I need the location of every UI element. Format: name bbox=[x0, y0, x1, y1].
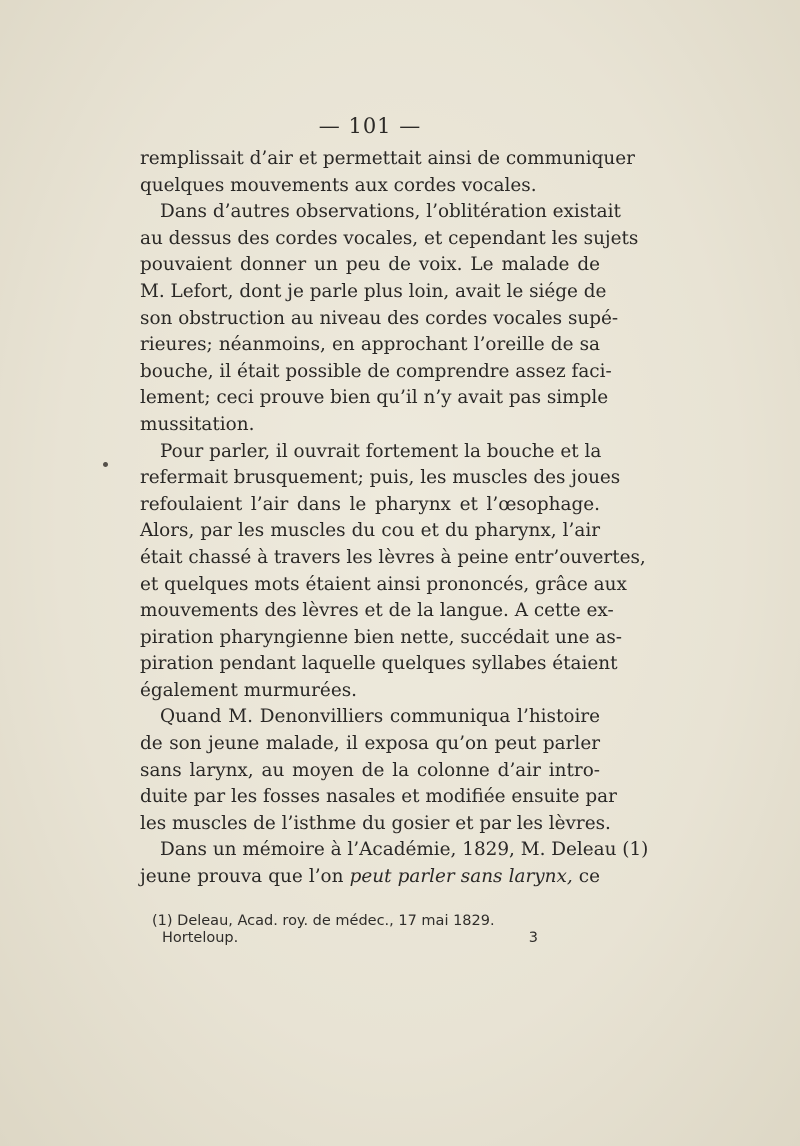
text-line: Quand M. Denonvilliers communiqua l’histoire bbox=[160, 706, 600, 728]
text-line: Alors, par les muscles du cou et du pharynx, l’air bbox=[140, 520, 600, 542]
final-line-end: ce bbox=[572, 866, 600, 888]
signature-mark: 3 bbox=[528, 930, 538, 946]
text-line: duite par les fosses nasales et modifiée ensuite par bbox=[140, 786, 617, 808]
text-line: rieures; néanmoins, en approchant l’oreille de sa bbox=[140, 334, 600, 356]
text-line: au dessus des cordes vocales, et cependant les sujets bbox=[140, 227, 639, 249]
printer-author: Horteloup. bbox=[162, 930, 239, 946]
footnote-bottom-row bbox=[152, 930, 538, 947]
text-line: piration pendant laquelle quelques syllabes étaient bbox=[140, 653, 618, 675]
text-line: mussitation. bbox=[140, 413, 255, 435]
text-line: les muscles de l’isthme du gosier et par les lèvres. bbox=[140, 812, 611, 834]
text-line: M. Lefort, dont je parle plus loin, avait le siége de bbox=[140, 280, 607, 302]
text-line: refermait brusquement; puis, les muscles des joues bbox=[140, 467, 621, 489]
text-line: refoulaient l’air dans le pharynx et l’œsophage. bbox=[140, 493, 600, 515]
text-line: Dans un mémoire à l’Académie, 1829, M. Deleau (1) bbox=[160, 839, 649, 861]
text-line: piration pharyngienne bien nette, succédait une as- bbox=[140, 626, 622, 648]
text-line: sans larynx, au moyen de la colonne d’air intro- bbox=[140, 759, 600, 781]
text-line: était chassé à travers les lèvres à peine entr’ouvertes, bbox=[140, 546, 646, 568]
text-line: remplissait d’air et permettait ainsi de communiquer bbox=[140, 148, 635, 169]
footnote-block bbox=[152, 913, 538, 947]
text-line: quelques mouvements aux cordes vocales. bbox=[140, 174, 537, 196]
text-line: pouvaient donner un peu de voix. Le malade de bbox=[140, 254, 600, 276]
text-line: mouvements des lèvres et de la langue. A cette ex- bbox=[140, 600, 614, 622]
page-number-header: — 101 — bbox=[318, 114, 422, 138]
text-line: de son jeune malade, il exposa qu’on peut parler bbox=[140, 733, 600, 755]
final-line-start: jeune prouva que l’on bbox=[140, 866, 350, 888]
body-text bbox=[140, 146, 649, 891]
text-line: bouche, il était possible de comprendre assez faci- bbox=[140, 360, 612, 382]
text-line-final bbox=[140, 864, 600, 891]
italic-phrase: peut parler sans larynx, bbox=[349, 866, 573, 888]
text-line: et quelques mots étaient ainsi prononcés, grâce aux bbox=[140, 573, 627, 595]
margin-mark bbox=[103, 462, 108, 467]
text-line: également murmurées. bbox=[140, 679, 357, 701]
text-line: Dans d’autres observations, l’oblitération existait bbox=[160, 201, 621, 223]
text-line: lement; ceci prouve bien qu’il n’y avait pas simple bbox=[140, 387, 609, 409]
text-line: son obstruction au niveau des cordes vocales supé- bbox=[140, 307, 619, 329]
text-line: Pour parler, il ouvrait fortement la bouche et la bbox=[160, 440, 602, 462]
footnote-line: (1) Deleau, Acad. roy. de médec., 17 mai 1829. bbox=[152, 913, 495, 929]
